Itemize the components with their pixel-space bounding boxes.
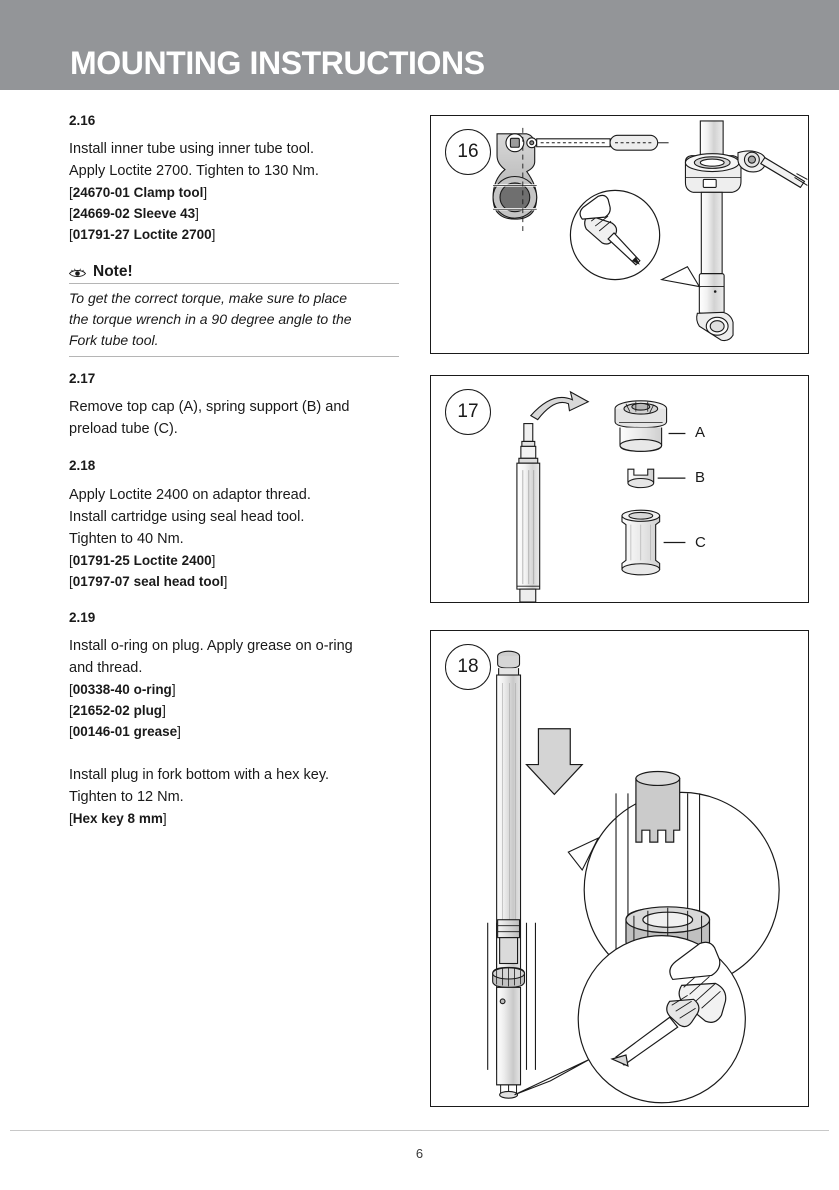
step-body-line: Install cartridge using seal head tool. [69,508,305,525]
figure-badge: 18 [445,644,491,690]
bracket-close: ] [162,702,166,718]
note-body-line: To get the correct torque, make sure to place [69,290,348,307]
bracket-close: ] [223,573,228,589]
step-body-line: Install plug in fork bottom with a hex key. [69,766,330,783]
bracket-open: [ [69,702,73,718]
note-header [69,263,399,284]
bracket-open: [ [69,810,73,826]
step-body-line: preload tube (C). [69,421,178,438]
part-label: 24669-02 Sleeve 43 [72,206,196,222]
step-number: 2.16 [69,113,96,128]
step-body-line: Install o-ring on plug. Apply grease on o-ring [69,637,353,654]
bracket-close: ] [162,810,167,826]
bracket-close: ] [211,227,216,243]
step-body-line: Tighten to 12 Nm. [69,788,184,805]
part-reference [69,700,399,721]
step-number: 2.18 [69,458,96,474]
bracket-open: [ [69,573,73,589]
part-reference [69,721,399,742]
bracket-close: ] [203,185,208,201]
figure-label-b: B [695,469,706,486]
step-body-line: Remove top cap (A), spring support (B) and [69,399,350,416]
step-body-line: and thread. [69,659,143,676]
figure-label-c: C [695,534,706,551]
part-reference [69,679,399,700]
bracket-open: [ [69,723,73,739]
part-label: 00338-40 o-ring [72,681,172,697]
part-label: 00146-01 grease [72,723,178,739]
bracket-close: ] [195,206,199,222]
instruction-section-216 [69,113,399,245]
footer-divider [10,1130,829,1131]
part-reference [69,550,399,571]
step-body-line: Tighten to 40 Nm. [69,530,184,547]
part-reference [69,203,399,224]
figure-18 [430,630,809,1107]
part-label: 01791-27 Loctite 2700 [72,227,212,243]
page-header-band [0,0,839,90]
part-reference [69,571,399,592]
bracket-open: [ [69,681,73,697]
figure-16 [430,115,809,354]
step-body-line: Install inner tube using inner tube tool. [69,141,315,158]
step-body-line: Apply Loctite 2700. Tighten to 130 Nm. [69,163,319,180]
note-block [69,263,399,357]
part-reference [69,182,399,203]
bracket-open: [ [69,206,73,222]
bracket-open: [ [69,227,73,243]
page-number: 6 [415,1146,424,1161]
figure-18-illustration [431,631,808,1106]
eye-icon [69,266,86,277]
figure-badge: 16 [445,129,491,175]
figure-badge: 17 [445,389,491,435]
bracket-close: ] [177,723,181,739]
instruction-section-217 [69,371,399,440]
figure-label-a: A [695,424,706,441]
part-label: 24670-01 Clamp tool [72,185,204,201]
note-body [69,284,399,357]
instruction-section-218 [69,458,399,591]
figure-17 [430,375,809,603]
step-body-line: Apply Loctite 2400 on adaptor thread. [69,486,311,503]
part-label: Hex key 8 mm [72,810,163,826]
part-label: 21652-02 plug [72,702,163,718]
bracket-close: ] [211,552,216,568]
closing-instruction [69,760,399,829]
step-number: 2.19 [69,609,96,625]
part-reference [69,808,399,829]
bracket-open: [ [69,552,73,568]
bracket-open: [ [69,185,73,201]
part-label: 01797-07 seal head tool [72,573,224,589]
note-title: Note! [93,263,133,281]
page-title: MOUNTING INSTRUCTIONS [70,45,485,81]
step-number: 2.17 [69,371,96,387]
part-label: 01791-25 Loctite 2400 [72,552,212,568]
part-reference [69,224,399,245]
instruction-section-219 [69,610,399,742]
note-body-line: Fork tube tool. [69,332,159,349]
instructions-column [69,113,399,847]
bracket-close: ] [171,681,176,697]
note-body-line: the torque wrench in a 90 degree angle to the [69,311,352,328]
